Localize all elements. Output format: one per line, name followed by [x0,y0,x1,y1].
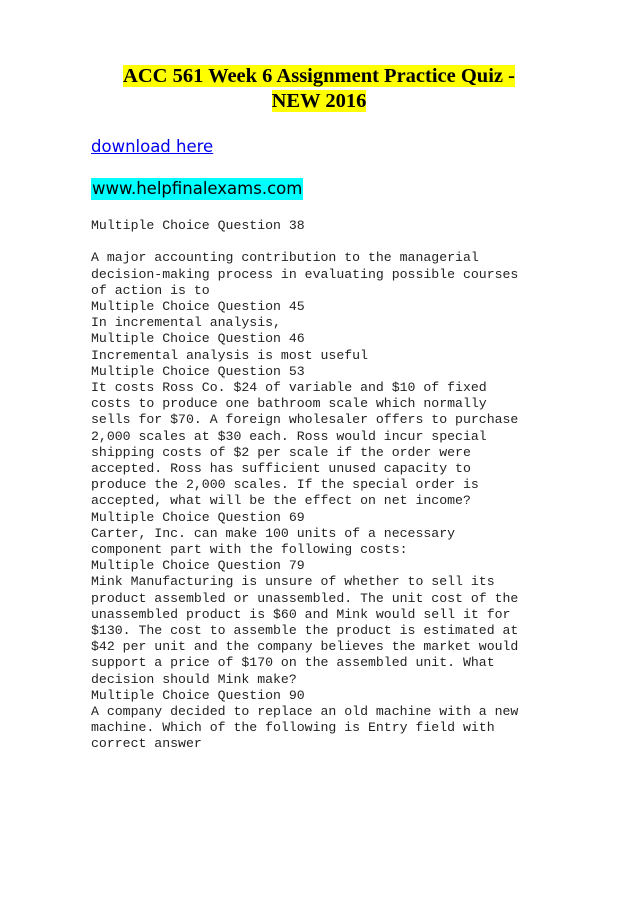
text-line: correct answer [91,736,202,752]
blank-line [91,234,571,250]
text-line: machine. Which of the following is Entry field with [91,720,495,736]
website-url: www.helpfinalexams.com [92,179,303,198]
text-line: component part with the following costs: [91,542,408,558]
download-link[interactable]: download here [91,137,214,156]
text-line: Multiple Choice Question 53 [91,363,305,379]
text-line: accepted, what will be the effect on net income? [91,493,471,509]
text-line: In incremental analysis, [91,315,281,331]
text-line: unassembled product is $60 and Mink would sell it for [91,606,511,622]
text-line: Multiple Choice Question 69 [91,509,305,525]
text-line: 2,000 scales at $30 each. Ross would incur special [91,428,487,444]
text-line: It costs Ross Co. $24 of variable and $10 of fixed [91,380,487,396]
text-line: A major accounting contribution to the managerial [91,250,479,266]
text-line: costs to produce one bathroom scale which normally [91,396,487,412]
text-line: produce the 2,000 scales. If the special order is [91,477,479,493]
question-list [91,218,571,753]
text-line: product assembled or unassembled. The unit cost of the [91,590,519,606]
text-line: Multiple Choice Question 45 [91,299,305,314]
text-line: Multiple Choice Question 79 [91,558,305,574]
text-line: Multiple Choice Question 38 [91,218,305,233]
text-line: of action is to [91,282,210,298]
text-line: $42 per unit and the company believes the market would [91,639,519,655]
text-line: sells for $70. A foreign wholesaler offers to purchase [91,412,519,428]
text-line: Multiple Choice Question 46 [91,331,305,347]
text-line: accepted. Ross has sufficient unused capacity to [91,461,471,477]
document-title [80,64,558,114]
text-line: decision should Mink make? [91,671,297,687]
text-line: Multiple Choice Question 90 [91,687,305,703]
text-line: A company decided to replace an old machine with a new [91,704,519,720]
title-line-1: ACC 561 Week 6 Assignment Practice Quiz - [123,65,515,87]
text-line: Incremental analysis is most useful [91,347,368,363]
title-line-2: NEW 2016 [271,90,367,112]
text-line: support a price of $170 on the assembled unit. What [91,655,495,671]
text-line: shipping costs of $2 per scale if the order were [91,444,471,460]
text-line: $130. The cost to assemble the product is estimated at [91,623,519,639]
text-line: Carter, Inc. can make 100 units of a necessary [91,525,456,541]
text-line: decision-making process in evaluating possible courses [91,266,519,282]
text-line: Mink Manufacturing is unsure of whether to sell its [91,574,495,590]
